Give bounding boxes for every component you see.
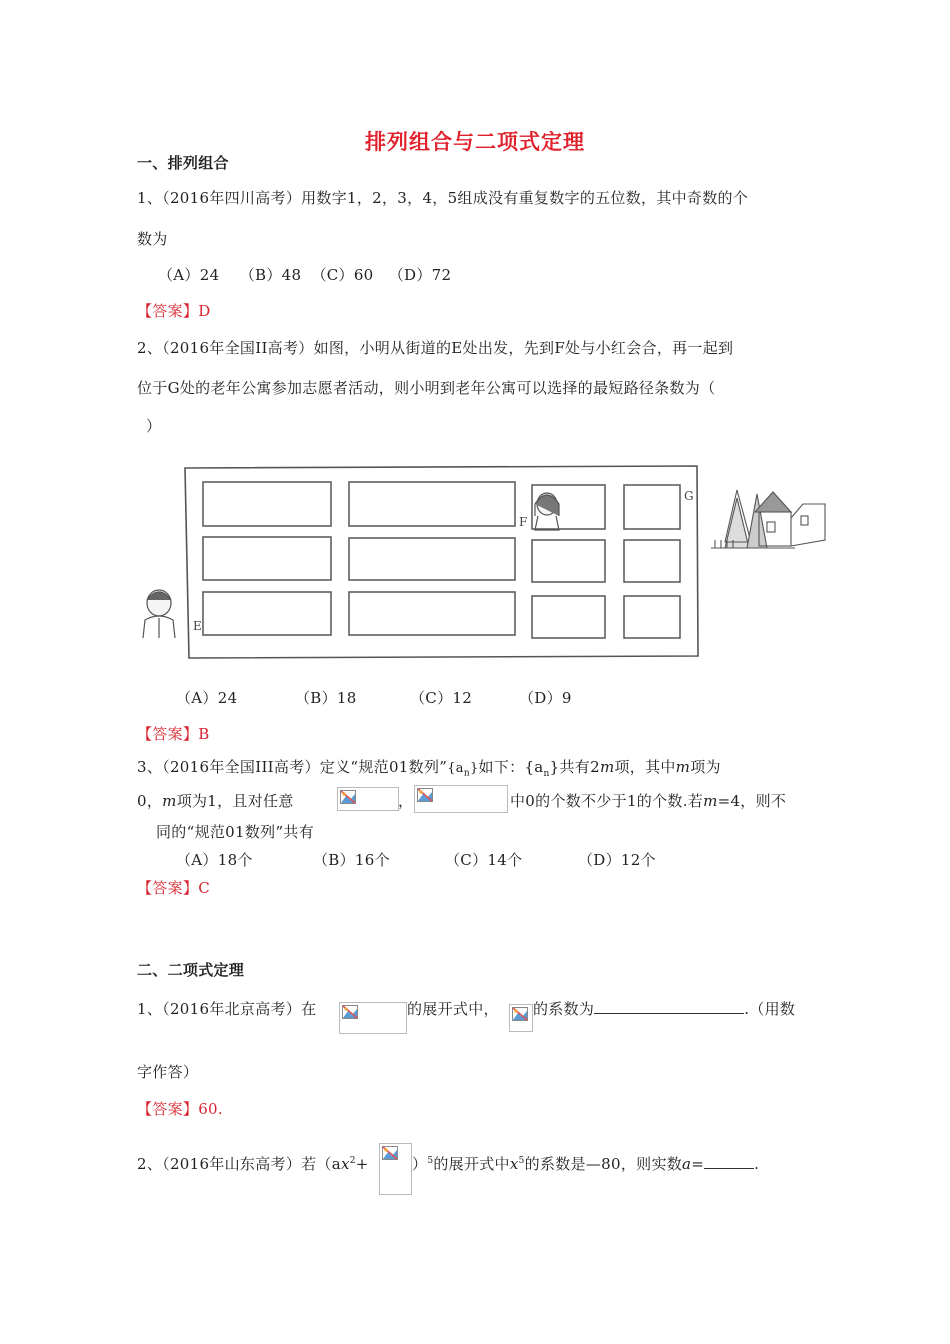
answer-value: D bbox=[198, 302, 211, 320]
block bbox=[203, 537, 331, 580]
image-placeholder-icon bbox=[340, 790, 356, 804]
section-heading-binomial: 二、二项式定理 bbox=[137, 961, 245, 979]
seq-notation: $\{a_n\}$ bbox=[447, 761, 479, 779]
q1-line1: 1、（2016年四川高考）用数字1，2，3，4，5组成没有重复数字的五位数，其中奇数的个 bbox=[137, 189, 749, 207]
street-map-border bbox=[185, 466, 698, 658]
broken-image-icon bbox=[337, 787, 399, 811]
answer-value: 60. bbox=[198, 1100, 223, 1118]
broken-image-icon bbox=[414, 785, 508, 813]
image-placeholder-icon bbox=[417, 788, 433, 802]
house-figure bbox=[711, 490, 825, 548]
q2-option-d: （D）9 bbox=[519, 689, 572, 707]
q3-line1: 3、（2016年全国III高考）定义“规范01数列$”\{a_n\}$如下：$\{a_n\}$共有2m项，其中m项为 bbox=[137, 758, 721, 779]
block bbox=[349, 482, 515, 526]
q2-answer bbox=[137, 724, 210, 744]
q3-text: 3、（2016年全国III高考）定义“规范01数列” bbox=[137, 758, 448, 776]
q2-option-a: （A）24 bbox=[176, 689, 238, 707]
street-map-figure bbox=[135, 460, 835, 665]
girl-figure bbox=[535, 493, 559, 530]
s2q1-line1-a: 1、（2016年北京高考）在 bbox=[137, 1000, 317, 1018]
block bbox=[532, 540, 605, 582]
s2q2-line1-b: ）$^5$的展开式中$x^5$的系数是—80，则实数a= . bbox=[412, 1155, 760, 1173]
q3-option-a: （A）18个 bbox=[176, 851, 253, 869]
boy-figure bbox=[143, 590, 175, 638]
q3-answer bbox=[137, 878, 210, 898]
q1-options: （A）24 （B）48 （C）60 （D）72 bbox=[158, 266, 452, 284]
block bbox=[203, 482, 331, 526]
seq-notation: $\{a_n\}$ bbox=[524, 758, 560, 779]
block bbox=[532, 596, 605, 638]
q2-line2: 位于G处的老年公寓参加志愿者活动，则小明到老年公寓可以选择的最短路径条数为（ bbox=[137, 379, 716, 397]
q3-line2-b: 中0的个数不少于1的个数.若m=4，则不 bbox=[510, 792, 787, 810]
block bbox=[349, 538, 515, 580]
answer-value: B bbox=[198, 725, 210, 743]
block bbox=[624, 485, 680, 529]
broken-image-icon bbox=[509, 1004, 533, 1032]
q3-line2-a: 0，m项为1，且对任意 bbox=[137, 792, 294, 810]
image-placeholder-icon bbox=[382, 1146, 398, 1160]
s2q1-line2: 字作答） bbox=[137, 1063, 199, 1081]
s2q1-answer bbox=[137, 1099, 223, 1119]
q3-option-b: （B）16个 bbox=[313, 851, 390, 869]
answer-label: 【答案】 bbox=[137, 302, 199, 320]
block bbox=[349, 592, 515, 635]
broken-image-icon bbox=[379, 1143, 412, 1195]
answer-label: 【答案】 bbox=[137, 725, 199, 743]
q3-option-c: （C）14个 bbox=[445, 851, 523, 869]
answer-value: C bbox=[198, 879, 210, 897]
q1-answer bbox=[137, 301, 211, 321]
label-g: G bbox=[684, 489, 694, 503]
s2q2-line1-a: 2、（2016年山东高考）若（$ax^2+$ bbox=[137, 1155, 369, 1173]
block bbox=[624, 540, 680, 582]
block bbox=[203, 592, 331, 635]
q3-line3: 同的“规范01数列”共有 bbox=[156, 823, 315, 841]
q2-option-b: （B）18 bbox=[295, 689, 357, 707]
image-placeholder-icon bbox=[512, 1007, 528, 1021]
q2-line3: ） bbox=[146, 417, 162, 435]
broken-image-icon bbox=[339, 1002, 407, 1034]
label-f: F bbox=[519, 515, 528, 529]
section-heading-permutation: 一、排列组合 bbox=[137, 154, 229, 172]
block bbox=[624, 596, 680, 638]
answer-blank[interactable] bbox=[594, 999, 744, 1014]
label-e: E bbox=[193, 619, 202, 633]
answer-label: 【答案】 bbox=[137, 879, 199, 897]
page-title: 排列组合与二项式定理 bbox=[365, 129, 585, 154]
s2q1-line1-c: 的系数为 .（用数 bbox=[533, 1000, 796, 1018]
q2-option-c: （C）12 bbox=[410, 689, 473, 707]
q3-option-d: （D）12个 bbox=[578, 851, 656, 869]
q1-line2: 数为 bbox=[137, 230, 168, 248]
answer-blank[interactable] bbox=[704, 1154, 754, 1169]
image-placeholder-icon bbox=[342, 1005, 358, 1019]
q3-comma: ， bbox=[398, 792, 414, 810]
answer-label: 【答案】 bbox=[137, 1100, 199, 1118]
q2-line1: 2、（2016年全国II高考）如图，小明从街道的E处出发，先到F处与小红会合，再一起到 bbox=[137, 339, 734, 357]
s2q1-line1-b: 的展开式中， bbox=[407, 1000, 499, 1018]
